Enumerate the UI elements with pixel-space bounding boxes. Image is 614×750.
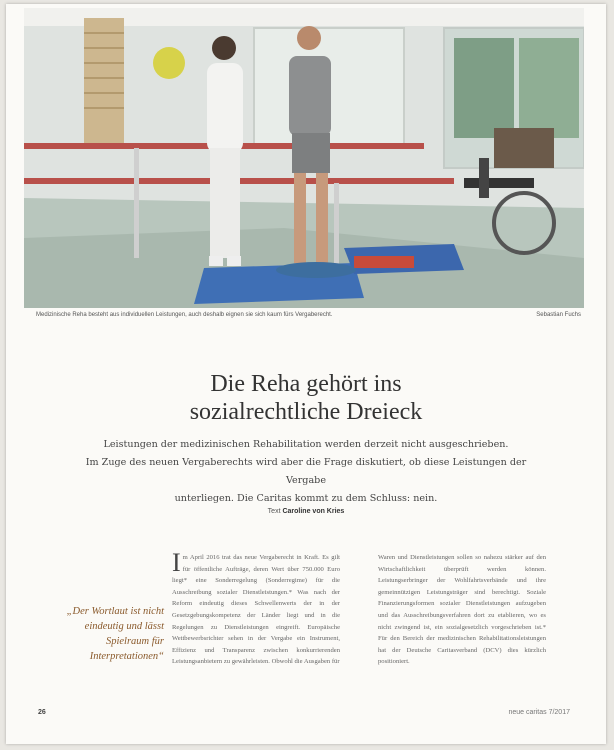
magazine-issue: neue caritas 7/2017 — [508, 709, 570, 716]
pull-quote: „Der Wortlaut ist nicht eindeutig und lässt Spielraum für Interpretationen“ — [66, 606, 164, 662]
body-column-1 — [172, 548, 340, 668]
photo-caption-row — [36, 312, 581, 324]
lead-line-1: Leistungen der medizinischen Rehabilitation werden derzeit nicht ausgeschrieben. — [103, 439, 509, 450]
rehab-scene-illustration — [24, 8, 584, 308]
drop-cap: I — [172, 548, 181, 577]
magazine-page — [6, 4, 606, 744]
page-footer — [38, 709, 570, 721]
headline-line-2: sozialrechtliche Dreieck — [189, 399, 423, 425]
lead-line-2: Im Zuge des neuen Vergaberechts wird aber die Frage diskutiert, ob diese Leistungen der Vergabe — [85, 457, 527, 486]
byline-author: Caroline von Kries — [282, 508, 345, 515]
photo-credit: Sebastian Fuchs — [536, 312, 581, 318]
page-number: 26 — [38, 709, 46, 716]
byline — [6, 508, 606, 515]
byline-prefix: Text — [267, 508, 281, 515]
lead-line-3: unterliegen. Die Caritas kommt zu dem Schluss: nein. — [174, 493, 438, 504]
body-column-1-text: m April 2016 trat das neue Vergaberecht in Kraft. Es gilt für öffentliche Aufträge, deren Wert über 750.000 Euro liegt* eine Sonderregelung (Sonderregime) für die Ausschreibung sozialer Dienstleistungen.* Was nach der Reform eindeutig dieses Schwellenwerts der in der Gesetzgebungskompetenz der Länder liegt und in die Regelungen zu Dienstleistungen eingreift. Europäische Wettbewerbsrichter sehen in der Vergabe ein Instrument, Effizienz und Transparenz zwischen konkurrierenden Leistungsanbietern zu gewährleisten. Obwohl die Ausgaben für — [172, 554, 340, 666]
article-lead — [66, 436, 546, 508]
article-headline — [6, 370, 606, 426]
rehab-photo — [24, 8, 584, 308]
headline-line-1: Die Reha gehört ins — [210, 371, 402, 397]
photo-caption: Medizinische Reha besteht aus individuellen Leistungen, auch deshalb eignen sie sich kaum fürs Vergaberecht. — [36, 312, 333, 318]
body-column-2: Waren und Dienstleistungen sollen so nahezu stärker auf den Wirtschaftlichkeit überprüft werden können. Leistungserbringer der Wohlfahrtsverbände und ihre gemeinnützigen Leistungsträger sind berechtigt. Soziale Finanzierungsformen sozialer Dienstleistungen aufzugeben und das Ausschreibungsverfahren dort zu etablieren, wo es nicht zwingend ist, ein sozialgesetzlich vorgeschrieben ist.* Für den Bereich der medizinischen Rehabilitationsleistungen hat der Deutsche Caritasverband (DCV) dies kürzlich positioniert. — [378, 554, 546, 666]
